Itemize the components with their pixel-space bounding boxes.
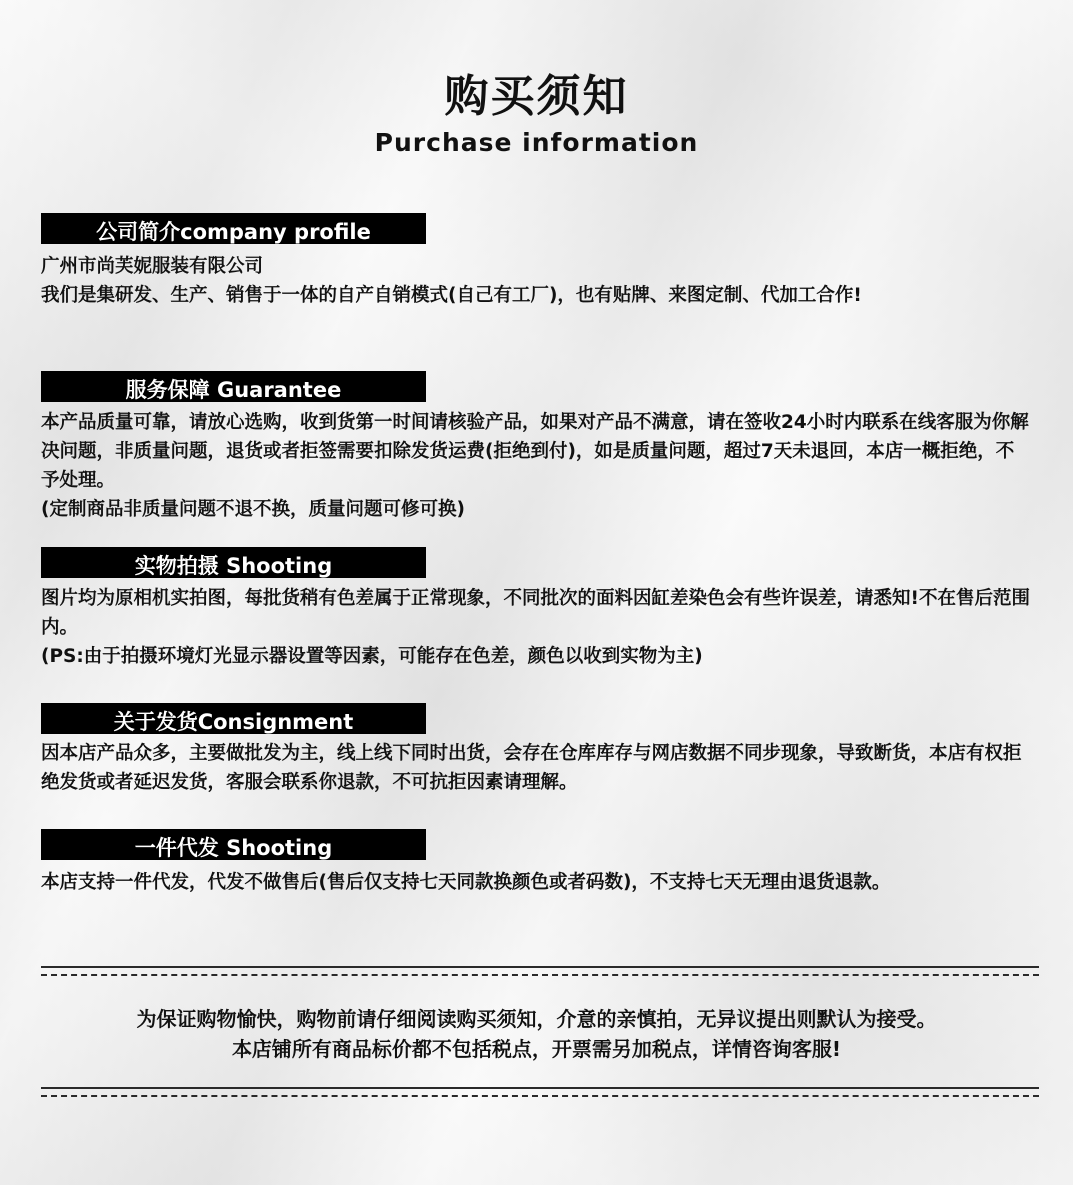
page-subtitle: Purchase information [374, 128, 699, 157]
section-heading-consignment: 关于发货Consignment [41, 703, 426, 734]
section-heading-company-profile: 公司简介company profile [41, 213, 426, 244]
dropship-text: 本店支持一件代发，代发不做售后(售后仅支持七天同款换颜色或者码数)，不支持七天无理由退货退款。 [41, 872, 891, 893]
divider-bottom [41, 1087, 1039, 1099]
section-body-consignment [41, 739, 1031, 797]
section-body-guarantee [41, 408, 1031, 524]
consignment-text: 因本店产品众多，主要做批发为主，线上线下同时出货，会存在仓库库存与网店数据不同步现象，导致断货，本店有权拒绝发货或者延迟发货，客服会联系你退款，不可抗拒因素请理解。 [41, 743, 1022, 793]
section-body-dropship [41, 868, 1031, 897]
shooting-note: (PS:由于拍摄环境灯光显示器设置等因素，可能存在色差，颜色以收到实物为主) [41, 646, 703, 667]
guarantee-note: (定制商品非质量问题不退不换，质量问题可修可换) [41, 499, 465, 520]
purchase-notice [0, 1004, 1073, 1064]
guarantee-text: 本产品质量可靠，请放心选购，收到货第一时间请核验产品，如果对产品不满意，请在签收24小时内联系在线客服为你解决问题，非质量问题，退货或者拒签需要扣除发货运费(拒绝到付)，如是质量问题，超过7天未退回，本店一概拒绝，不予处理。 [41, 412, 1029, 491]
notice-line-1: 为保证购物愉快，购物前请仔细阅读购买须知，介意的亲慎拍，无异议提出则默认为接受。 [136, 1007, 937, 1031]
company-description: 我们是集研发、生产、销售于一体的自产自销模式(自己有工厂)，也有贴牌、来图定制、代加工合作! [41, 285, 862, 306]
divider-top [41, 966, 1039, 978]
section-heading-guarantee: 服务保障 Guarantee [41, 371, 426, 402]
section-body-company-profile [41, 252, 1031, 310]
company-name: 广州市尚芙妮服装有限公司 [41, 256, 264, 277]
page-title: 购买须知 [444, 71, 629, 122]
section-body-shooting [41, 584, 1031, 671]
shooting-text: 图片均为原相机实拍图，每批货稍有色差属于正常现象，不同批次的面料因缸差染色会有些许误差，请悉知!不在售后范围内。 [41, 588, 1030, 638]
section-heading-shooting: 实物拍摄 Shooting [41, 547, 426, 578]
section-heading-dropship: 一件代发 Shooting [41, 829, 426, 860]
notice-line-2: 本店铺所有商品标价都不包括税点，开票需另加税点，详情咨询客服! [231, 1037, 842, 1061]
